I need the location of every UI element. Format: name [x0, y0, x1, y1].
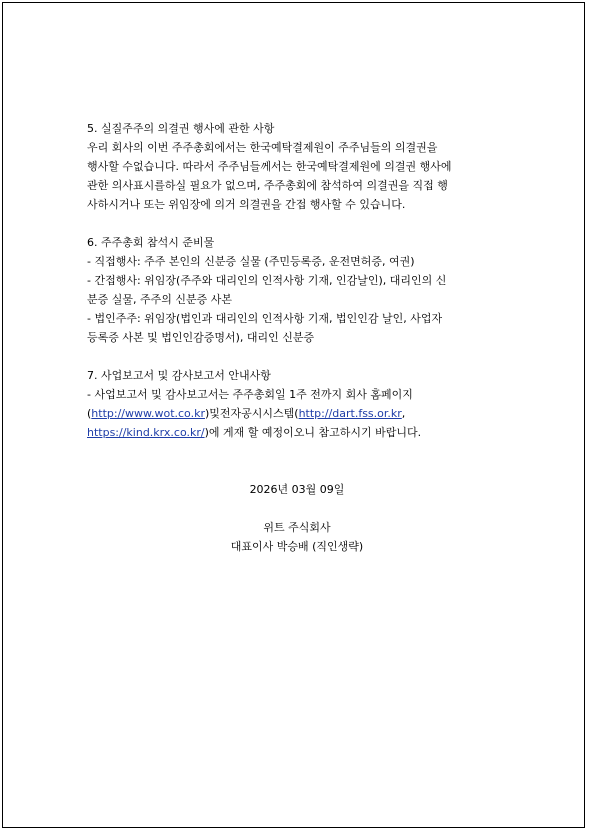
document-page [2, 2, 585, 828]
indirect-exercise-item-line-2: 분증 실물, 주주의 신분증 사본 [87, 293, 232, 306]
section-5-line-4: 사하시거나 또는 위임장에 의거 의결권을 간접 행사할 수 있습니다. [87, 198, 406, 211]
section-7-line-3 [87, 423, 507, 442]
section-5-title: 5. 실질주주의 의결권 행사에 관한 사항 [87, 122, 275, 135]
spacer [87, 214, 507, 233]
dart-link[interactable]: http://dart.fss.or.kr [298, 407, 402, 420]
company-homepage-link[interactable]: http://www.wot.co.kr [91, 407, 205, 420]
spacer [87, 499, 507, 518]
spacer [87, 442, 507, 461]
direct-exercise-item: - 직접행사: 주주 본인의 신분증 실물 (주민등록증, 운전면허증, 여권) [87, 255, 415, 268]
comma: , [401, 407, 406, 420]
section-5-line-3: 관한 의사표시를하실 필요가 없으며, 주주총회에 참석하여 의결권을 직접 행 [87, 179, 448, 192]
section-6-title: 6. 주주총회 참석시 준비물 [87, 236, 215, 249]
notice-body [87, 119, 507, 556]
section-7-title: 7. 사업보고서 및 감사보고서 안내사항 [87, 369, 271, 382]
mid-text: )및전자공시시스템( [204, 407, 299, 420]
section-5-line-2: 행사할 수없습니다. 따라서 주주님들께서는 한국예탁결제원에 의결권 행사에 [87, 160, 452, 173]
spacer [87, 461, 507, 480]
section-5-line-1: 우리 회사의 이번 주주총회에서는 한국예탁결제원이 주주님들의 의결권을 [87, 141, 438, 154]
section-7-line-1: - 사업보고서 및 감사보고서는 주주총회일 1주 전까지 회사 홈페이지 [87, 388, 413, 401]
company-name: 위트 주식회사 [263, 521, 331, 534]
section-7-line-2 [87, 404, 507, 423]
paren-open: ( [87, 407, 92, 420]
corporate-shareholder-item-line-2: 등록증 사본 및 법인인감증명서), 대리인 신분증 [87, 331, 315, 344]
kind-link[interactable]: https://kind.krx.co.kr/ [87, 426, 205, 439]
corporate-shareholder-item-line-1: - 법인주주: 위임장(법인과 대리인의 인적사항 기재, 법인인감 날인, 사업자 [87, 312, 443, 325]
indirect-exercise-item-line-1: - 간접행사: 위임장(주주와 대리인의 인적사항 기재, 인감날인), 대리인의 신 [87, 274, 447, 287]
spacer [87, 347, 507, 366]
ceo-signature: 대표이사 박승배 (직인생략) [230, 540, 364, 553]
section-7-line-3-tail: )에 게재 할 예정이오니 참고하시기 바랍니다. [204, 426, 422, 439]
notice-date: 2026년 03월 09일 [249, 483, 345, 496]
